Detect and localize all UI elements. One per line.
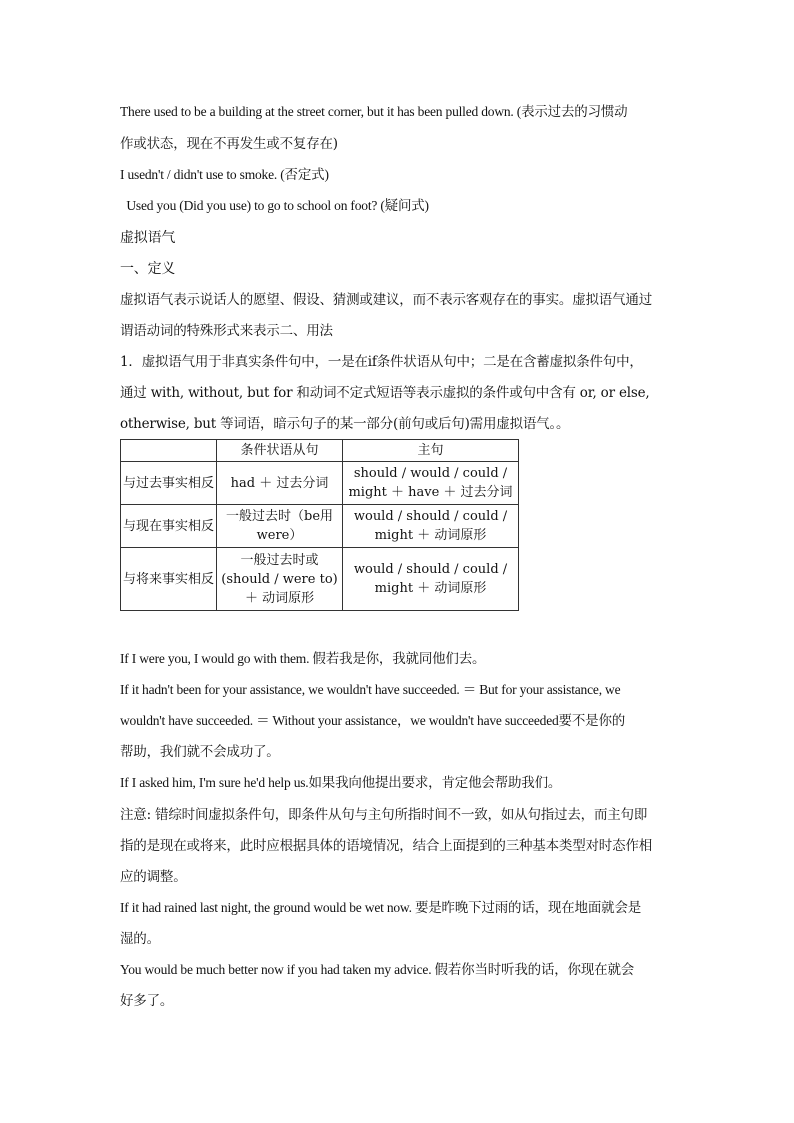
table-row-label: 与将来事实相反 <box>121 548 217 611</box>
text-line: Used you (Did you use) to go to school on foot? (疑问式) <box>120 198 429 213</box>
example-sentence: wouldn't have succeeded. ＝ Without your assistance，we wouldn't have succeeded要不是你的 <box>120 713 626 728</box>
table-row <box>121 462 519 505</box>
example-sentence: If it had rained last night, the ground would be wet now. 要是昨晚下过雨的话，现在地面就会是 <box>120 900 642 915</box>
table-cell: would / should / could / might ＋ 动词原形 <box>343 548 519 611</box>
table-cell: 一般过去时（be用were） <box>217 505 343 548</box>
table-row-label: 与过去事实相反 <box>121 462 217 505</box>
text-line: 通过 with, without, but for 和动词不定式短语等表示虚拟的条件或句中含有 or, or else, <box>120 385 650 401</box>
table-cell: 一般过去时或(should / were to) ＋ 动词原形 <box>217 548 343 611</box>
example-sentence: 湿的。 <box>120 931 160 947</box>
table-cell: should / would / could / might ＋ have ＋ 过去分词 <box>343 462 519 505</box>
table-header-row <box>121 440 519 462</box>
text-line: There used to be a building at the street corner, but it has been pulled down. (表示过去的习惯动 <box>120 104 628 119</box>
example-sentence: 帮助，我们就不会成功了。 <box>120 744 280 760</box>
text-line: 作或状态，现在不再发生或不复存在) <box>120 136 338 152</box>
table-row <box>121 505 519 548</box>
text-line: I usedn't / didn't use to smoke. (否定式) <box>120 167 329 182</box>
table-header-cell: 条件状语从句 <box>217 440 343 462</box>
table-row-label: 与现在事实相反 <box>121 505 217 548</box>
table-cell: had ＋ 过去分词 <box>217 462 343 505</box>
example-sentence: You would be much better now if you had taken my advice. 假若你当时听我的话，你现在就会 <box>120 962 635 977</box>
example-sentence: If I were you, I would go with them. 假若我是你，我就同他们去。 <box>120 651 486 666</box>
note-line: 应的调整。 <box>120 869 187 885</box>
note-line: 注意: 错综时间虚拟条件句，即条件从句与主句所指时间不一致，如从句指过去，而主句即 <box>120 807 648 823</box>
text-line: otherwise, but 等词语，暗示句子的某一部分(前句或后句)需用虚拟语气。。 <box>120 416 570 432</box>
note-line: 指的是现在或将来，此时应根据具体的语境情况，结合上面提到的三种基本类型对时态作相 <box>120 838 652 854</box>
example-sentence: If I asked him, I'm sure he'd help us.如果我向他提出要求，肯定他会帮助我们。 <box>120 775 562 790</box>
conditional-table <box>120 439 519 611</box>
example-sentence: If it hadn't been for your assistance, we wouldn't have succeeded. ＝ But for your assistance, we <box>120 682 621 697</box>
subsection-title: 一、定义 <box>120 261 176 277</box>
text-line: 谓语动词的特殊形式来表示二、用法 <box>120 323 333 339</box>
section-title: 虚拟语气 <box>120 230 176 246</box>
table-cell: would / should / could / might ＋ 动词原形 <box>343 505 519 548</box>
table-header-cell: 主句 <box>343 440 519 462</box>
table-header-cell <box>121 440 217 462</box>
text-line: 1．虚拟语气用于非真实条件句中，一是在if条件状语从句中；二是在含蓄虚拟条件句中， <box>120 354 643 370</box>
table-row <box>121 548 519 611</box>
example-sentence: 好多了。 <box>120 993 174 1009</box>
text-line: 虚拟语气表示说话人的愿望、假设、猜测或建议，而不表示客观存在的事实。虚拟语气通过 <box>120 292 652 308</box>
